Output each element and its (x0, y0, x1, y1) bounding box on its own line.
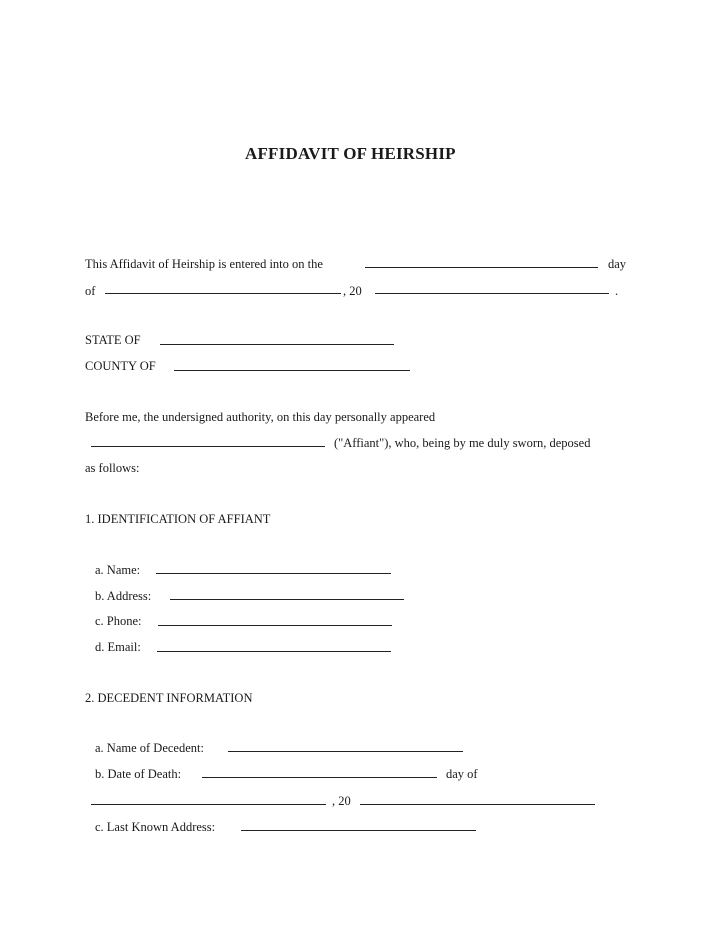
entry-year-blank[interactable] (375, 293, 609, 294)
intro-period: . (615, 284, 619, 298)
state-blank[interactable] (160, 344, 394, 345)
appearance-line1: Before me, the undersigned authority, on this day personally appeared (85, 410, 436, 424)
date-of-death-day-field[interactable] (202, 777, 437, 778)
last-known-address-field[interactable] (241, 830, 476, 831)
entry-month-blank[interactable] (105, 293, 341, 294)
section1-heading: 1. IDENTIFICATION OF AFFIANT (85, 512, 271, 526)
affiant-name-blank[interactable] (91, 446, 325, 447)
state-label: STATE OF (85, 333, 141, 347)
affiant-email-field[interactable] (157, 651, 391, 652)
intro-year-prefix: , 20 (343, 284, 362, 298)
intro-of-text: of (85, 284, 96, 298)
county-blank[interactable] (174, 370, 410, 371)
last-known-address-label: c. Last Known Address: (95, 820, 216, 834)
intro-day-text: day (608, 257, 627, 271)
date-of-death-year-prefix: , 20 (332, 794, 351, 808)
affiant-email-label: d. Email: (95, 640, 141, 654)
date-of-death-year-field[interactable] (360, 804, 595, 805)
document-title: AFFIDAVIT OF HEIRSHIP (245, 144, 456, 163)
intro-line1-text: This Affidavit of Heirship is entered into on the (85, 257, 323, 271)
date-of-death-dayof: day of (446, 767, 478, 781)
affiant-phone-field[interactable] (158, 625, 392, 626)
appearance-line2: ("Affiant"), who, being by me duly sworn, deposed (334, 436, 591, 450)
date-of-death-month-field[interactable] (91, 804, 326, 805)
entry-day-blank[interactable] (365, 267, 598, 268)
appearance-line3: as follows: (85, 461, 140, 475)
decedent-name-label: a. Name of Decedent: (95, 741, 204, 755)
affiant-address-label: b. Address: (95, 589, 152, 603)
date-of-death-label: b. Date of Death: (95, 767, 182, 781)
affiant-phone-label: c. Phone: (95, 614, 142, 628)
county-label: COUNTY OF (85, 359, 156, 373)
section2-heading: 2. DECEDENT INFORMATION (85, 691, 253, 705)
decedent-name-field[interactable] (228, 751, 463, 752)
affiant-address-field[interactable] (170, 599, 404, 600)
affiant-name-field[interactable] (156, 573, 391, 574)
affiant-name-label: a. Name: (95, 563, 141, 577)
